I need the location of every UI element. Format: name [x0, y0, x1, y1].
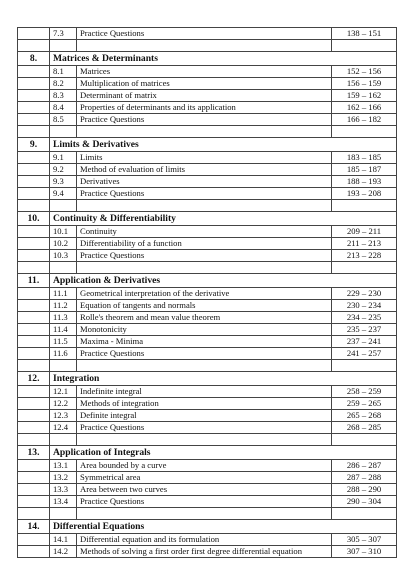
spacer-row — [18, 360, 397, 372]
empty-cell — [332, 200, 397, 212]
section-row — [18, 386, 397, 398]
empty-cell — [18, 508, 50, 520]
page-range: 166 – 182 — [332, 114, 397, 126]
chapter-row — [18, 52, 397, 66]
empty-cell — [77, 508, 332, 520]
empty-cell — [18, 28, 50, 40]
spacer-row — [18, 200, 397, 212]
section-number: 8.4 — [50, 102, 77, 114]
spacer-row — [18, 40, 397, 52]
chapter-row — [18, 274, 397, 288]
empty-cell — [332, 360, 397, 372]
section-title: Derivatives — [77, 176, 332, 188]
section-row — [18, 176, 397, 188]
empty-cell — [18, 422, 50, 434]
section-number: 9.4 — [50, 188, 77, 200]
section-number: 10.3 — [50, 250, 77, 262]
section-title: Rolle's theorem and mean value theorem — [77, 312, 332, 324]
section-row — [18, 250, 397, 262]
page-range: 287 – 288 — [332, 472, 397, 484]
empty-cell — [18, 40, 50, 52]
section-number: 11.2 — [50, 300, 77, 312]
chapter-row — [18, 372, 397, 386]
page-range: 211 – 213 — [332, 238, 397, 250]
empty-cell — [18, 360, 50, 372]
section-number: 11.4 — [50, 324, 77, 336]
chapter-title: Limits & Derivatives — [50, 138, 397, 152]
section-number: 10.2 — [50, 238, 77, 250]
section-title: Limits — [77, 152, 332, 164]
empty-cell — [77, 434, 332, 446]
empty-cell — [18, 250, 50, 262]
section-title: Matrices — [77, 66, 332, 78]
section-row — [18, 300, 397, 312]
section-title: Monotonicity — [77, 324, 332, 336]
section-row — [18, 78, 397, 90]
page-range: 162 – 166 — [332, 102, 397, 114]
empty-cell — [50, 360, 77, 372]
section-title: Practice Questions — [77, 28, 332, 40]
empty-cell — [50, 434, 77, 446]
section-number: 12.2 — [50, 398, 77, 410]
chapter-title: Continuity & Differentiability — [50, 212, 397, 226]
section-title: Multiplication of matrices — [77, 78, 332, 90]
table-of-contents — [17, 27, 397, 558]
section-title: Continuity — [77, 226, 332, 238]
section-title: Method of evaluation of limits — [77, 164, 332, 176]
section-title: Differential equation and its formulation — [77, 534, 332, 546]
section-row — [18, 226, 397, 238]
spacer-row — [18, 434, 397, 446]
section-number: 13.2 — [50, 472, 77, 484]
page-range: 268 – 285 — [332, 422, 397, 434]
section-row — [18, 90, 397, 102]
section-row — [18, 238, 397, 250]
page-range: 230 – 234 — [332, 300, 397, 312]
empty-cell — [18, 496, 50, 508]
page-range: 286 – 287 — [332, 460, 397, 472]
empty-cell — [18, 238, 50, 250]
empty-cell — [18, 410, 50, 422]
chapter-number: 8. — [18, 52, 50, 66]
page-range: 237 – 241 — [332, 336, 397, 348]
empty-cell — [18, 200, 50, 212]
section-number: 13.4 — [50, 496, 77, 508]
section-number: 14.2 — [50, 546, 77, 558]
section-row — [18, 102, 397, 114]
empty-cell — [18, 472, 50, 484]
section-number: 13.3 — [50, 484, 77, 496]
page-range: 152 – 156 — [332, 66, 397, 78]
chapter-title: Matrices & Determinants — [50, 52, 397, 66]
page-range: 183 – 185 — [332, 152, 397, 164]
section-row — [18, 422, 397, 434]
empty-cell — [18, 546, 50, 558]
section-title: Practice Questions — [77, 422, 332, 434]
chapter-number: 14. — [18, 520, 50, 534]
page-range: 159 – 162 — [332, 90, 397, 102]
section-row — [18, 484, 397, 496]
empty-cell — [18, 78, 50, 90]
section-title: Methods of integration — [77, 398, 332, 410]
section-title: Methods of solving a first order first degree differential equation — [77, 546, 332, 558]
empty-cell — [77, 262, 332, 274]
empty-cell — [18, 126, 50, 138]
section-number: 14.1 — [50, 534, 77, 546]
empty-cell — [50, 262, 77, 274]
chapter-row — [18, 446, 397, 460]
spacer-row — [18, 126, 397, 138]
chapter-title: Differential Equations — [50, 520, 397, 534]
section-number: 11.1 — [50, 288, 77, 300]
chapter-number: 9. — [18, 138, 50, 152]
empty-cell — [18, 312, 50, 324]
chapter-title: Integration — [50, 372, 397, 386]
chapter-row — [18, 212, 397, 226]
empty-cell — [18, 324, 50, 336]
section-row — [18, 288, 397, 300]
page-range: 265 – 268 — [332, 410, 397, 422]
empty-cell — [18, 398, 50, 410]
section-number: 11.5 — [50, 336, 77, 348]
section-title: Practice Questions — [77, 188, 332, 200]
section-title: Practice Questions — [77, 114, 332, 126]
chapter-row — [18, 138, 397, 152]
empty-cell — [18, 114, 50, 126]
page-range: 305 – 307 — [332, 534, 397, 546]
section-title: Area between two curves — [77, 484, 332, 496]
section-row — [18, 472, 397, 484]
section-row — [18, 534, 397, 546]
section-row — [18, 496, 397, 508]
empty-cell — [18, 434, 50, 446]
empty-cell — [18, 348, 50, 360]
empty-cell — [18, 534, 50, 546]
section-row — [18, 28, 397, 40]
chapter-number: 13. — [18, 446, 50, 460]
chapter-title: Application of Integrals — [50, 446, 397, 460]
section-title: Symmetrical area — [77, 472, 332, 484]
chapter-title: Application & Derivatives — [50, 274, 397, 288]
section-number: 12.3 — [50, 410, 77, 422]
section-number: 9.1 — [50, 152, 77, 164]
section-number: 8.3 — [50, 90, 77, 102]
page-range: 234 – 235 — [332, 312, 397, 324]
section-number: 8.2 — [50, 78, 77, 90]
page-range: 185 – 187 — [332, 164, 397, 176]
empty-cell — [50, 508, 77, 520]
section-row — [18, 152, 397, 164]
page-range: 307 – 310 — [332, 546, 397, 558]
section-title: Indefinite integral — [77, 386, 332, 398]
section-number: 12.1 — [50, 386, 77, 398]
empty-cell — [77, 126, 332, 138]
spacer-row — [18, 262, 397, 274]
empty-cell — [18, 102, 50, 114]
section-number: 13.1 — [50, 460, 77, 472]
section-title: Maxima - Minima — [77, 336, 332, 348]
page-range: 156 – 159 — [332, 78, 397, 90]
section-row — [18, 114, 397, 126]
section-row — [18, 188, 397, 200]
section-row — [18, 164, 397, 176]
chapter-number: 11. — [18, 274, 50, 288]
page-range: 259 – 265 — [332, 398, 397, 410]
section-row — [18, 546, 397, 558]
page-range: 213 – 228 — [332, 250, 397, 262]
section-number: 11.6 — [50, 348, 77, 360]
section-row — [18, 336, 397, 348]
chapter-number: 12. — [18, 372, 50, 386]
empty-cell — [18, 386, 50, 398]
empty-cell — [18, 176, 50, 188]
empty-cell — [332, 434, 397, 446]
empty-cell — [332, 126, 397, 138]
empty-cell — [18, 226, 50, 238]
page-range: 229 – 230 — [332, 288, 397, 300]
section-title: Practice Questions — [77, 348, 332, 360]
empty-cell — [18, 164, 50, 176]
page-range: 288 – 290 — [332, 484, 397, 496]
section-row — [18, 66, 397, 78]
empty-cell — [332, 40, 397, 52]
empty-cell — [18, 460, 50, 472]
chapter-number: 10. — [18, 212, 50, 226]
page-range: 193 – 208 — [332, 188, 397, 200]
section-number: 8.5 — [50, 114, 77, 126]
page-range: 138 – 151 — [332, 28, 397, 40]
section-title: Equation of tangents and normals — [77, 300, 332, 312]
empty-cell — [18, 300, 50, 312]
page-range: 235 – 237 — [332, 324, 397, 336]
section-title: Differentiability of a function — [77, 238, 332, 250]
empty-cell — [18, 484, 50, 496]
section-title: Properties of determinants and its application — [77, 102, 332, 114]
empty-cell — [77, 360, 332, 372]
section-number: 10.1 — [50, 226, 77, 238]
empty-cell — [332, 508, 397, 520]
section-number: 12.4 — [50, 422, 77, 434]
empty-cell — [18, 262, 50, 274]
section-title: Area bounded by a curve — [77, 460, 332, 472]
empty-cell — [18, 336, 50, 348]
empty-cell — [18, 188, 50, 200]
section-number: 8.1 — [50, 66, 77, 78]
spacer-row — [18, 508, 397, 520]
section-number: 9.2 — [50, 164, 77, 176]
section-row — [18, 312, 397, 324]
page-range: 258 – 259 — [332, 386, 397, 398]
page-range: 290 – 304 — [332, 496, 397, 508]
section-row — [18, 460, 397, 472]
section-row — [18, 324, 397, 336]
section-number: 9.3 — [50, 176, 77, 188]
section-title: Practice Questions — [77, 250, 332, 262]
page-range: 209 – 211 — [332, 226, 397, 238]
empty-cell — [77, 40, 332, 52]
empty-cell — [18, 152, 50, 164]
empty-cell — [18, 90, 50, 102]
section-title: Determinant of matrix — [77, 90, 332, 102]
section-title: Practice Questions — [77, 496, 332, 508]
empty-cell — [18, 288, 50, 300]
page-range: 188 – 193 — [332, 176, 397, 188]
empty-cell — [77, 200, 332, 212]
section-number: 11.3 — [50, 312, 77, 324]
empty-cell — [332, 262, 397, 274]
section-row — [18, 348, 397, 360]
chapter-row — [18, 520, 397, 534]
section-title: Definite integral — [77, 410, 332, 422]
empty-cell — [50, 200, 77, 212]
toc-body — [18, 28, 397, 558]
section-row — [18, 410, 397, 422]
section-number: 7.3 — [50, 28, 77, 40]
empty-cell — [18, 66, 50, 78]
section-row — [18, 398, 397, 410]
empty-cell — [50, 40, 77, 52]
section-title: Geometrical interpretation of the derivative — [77, 288, 332, 300]
page-range: 241 – 257 — [332, 348, 397, 360]
empty-cell — [50, 126, 77, 138]
